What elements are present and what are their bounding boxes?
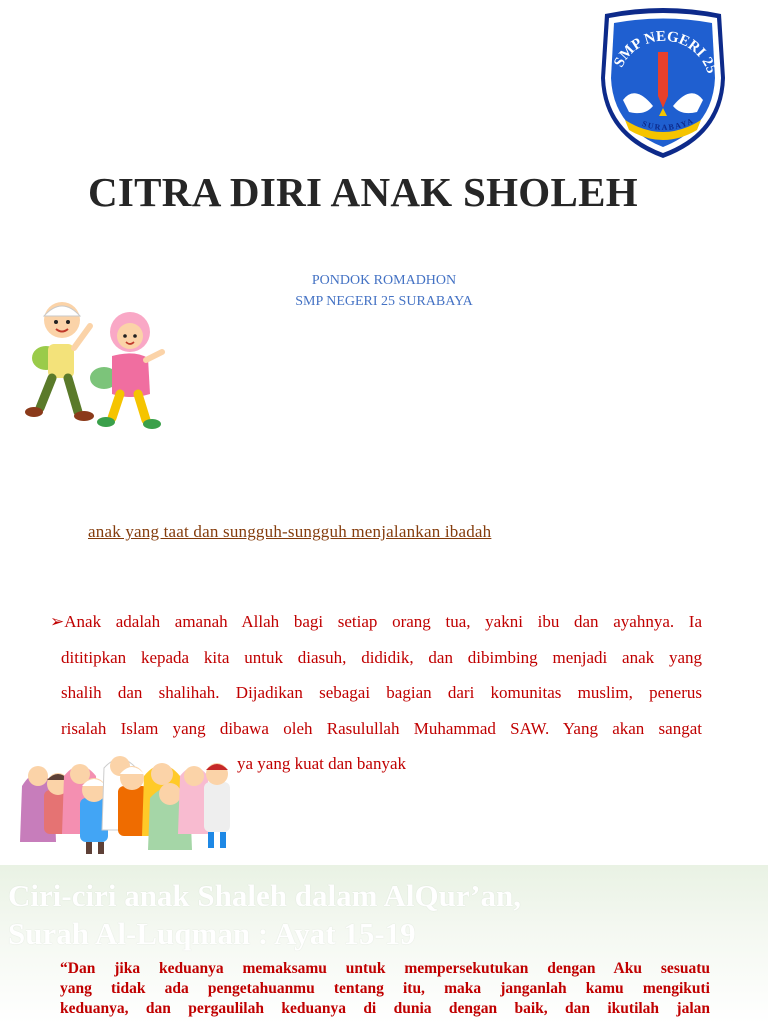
walking-kids-illustration: [22, 296, 172, 432]
quote-line-3: keduanya, dan pergaulilah keduanya di dunia dengan baik, dan ikutilah jalan: [60, 1000, 710, 1017]
arrow-bullet-icon: ➢: [50, 612, 65, 631]
school-logo: [595, 8, 731, 162]
quran-quote: [60, 959, 710, 1019]
subtitle-line-2: SMP NEGERI 25 SURABAYA: [295, 294, 473, 309]
subtitle-line-1: PONDOK ROMADHON: [311, 273, 457, 288]
definition-text: anak yang taat dan sungguh-sungguh menjalankan ibadah: [88, 522, 492, 541]
slide-2: [0, 865, 768, 1024]
paragraph-line-4: risalah Islam yang dibawa oleh Rasulullah Muhammad SAW. Yang akan sangat: [61, 718, 702, 738]
paragraph-line-3: shalih dan shalihah. Dijadikan sebagai bagian dari komunitas muslim, penerus: [61, 683, 702, 702]
logo-text-top: SMP NEGERI 25: [611, 28, 720, 76]
paragraph-line-2: dititipkan kepada kita untuk diasuh, dididik, dan dibimbing menjadi anak yang: [61, 647, 702, 667]
logo-text-bottom: SURABAYA: [640, 115, 696, 133]
paragraph-line-5: ya yang kuat dan banyak: [237, 754, 406, 773]
quote-line-2: yang tidak ada pengetahuanmu tentang itu, maka janganlah kamu mengikuti: [60, 980, 710, 997]
slide-2-title-line-2: Surah Al-Luqman : Ayat 15-19: [8, 916, 416, 951]
slide-2-title: [8, 877, 708, 953]
page-title: CITRA DIRI ANAK SHOLEH: [88, 169, 638, 215]
quote-line-1: “Dan jika keduanya memaksamu untuk mempersekutukan dengan Aku sesuatu: [60, 960, 710, 977]
slide-2-title-line-1: Ciri-ciri anak Shaleh dalam AlQur’an,: [8, 878, 521, 913]
group-of-kids-illustration: [14, 746, 238, 858]
paragraph-line-1: ➢Anak adalah amanah Allah bagi setiap orang tua, yakni ibu dan ayahnya. Ia: [50, 612, 702, 631]
